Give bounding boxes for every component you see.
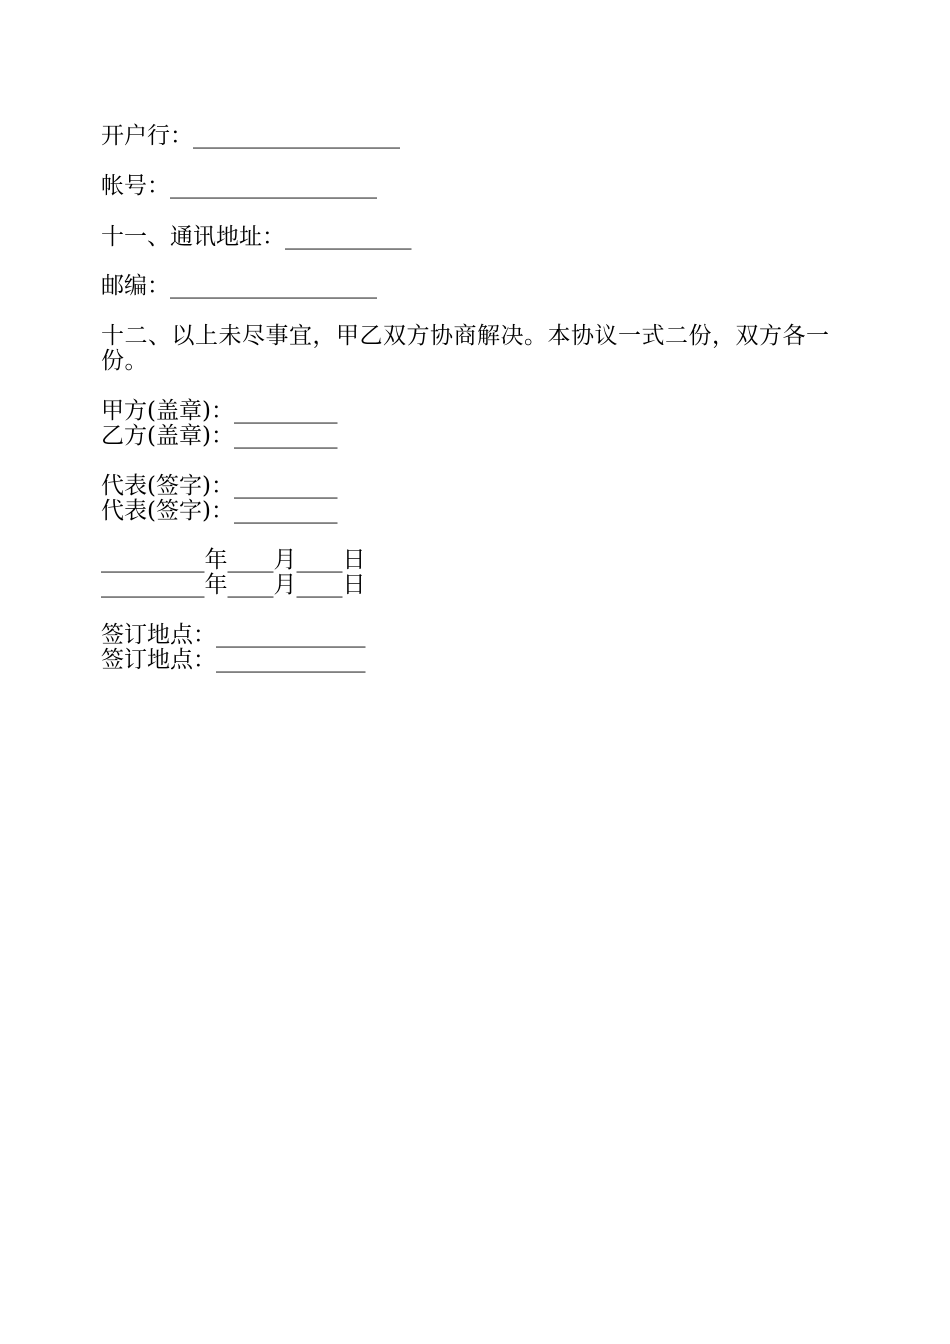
party-b-seal-line: 乙方(盖章)：_________ xyxy=(101,423,338,449)
bank-line: 开户行：__________________ xyxy=(101,123,400,149)
signing-place-line-2: 签订地点：_____________ xyxy=(101,647,366,673)
party-a-seal-line: 甲方(盖章)：_________ xyxy=(101,398,338,424)
address-line: 十一、通讯地址：___________ xyxy=(101,224,412,250)
postcode-line: 邮编：__________________ xyxy=(101,273,377,299)
clause-12: 十二、以上未尽事宜，甲乙双方协商解决。本协议一式二份，双方各一份。 xyxy=(101,323,830,374)
signing-place-line-1: 签订地点：_____________ xyxy=(101,622,366,648)
date-line-1: _________年____月____日 xyxy=(101,547,366,573)
representative-signature-line-1: 代表(签字)：_________ xyxy=(101,473,338,499)
date-line-2: _________年____月____日 xyxy=(101,572,366,598)
representative-signature-line-2: 代表(签字)：_________ xyxy=(101,498,338,524)
account-line: 帐号：__________________ xyxy=(101,173,377,199)
